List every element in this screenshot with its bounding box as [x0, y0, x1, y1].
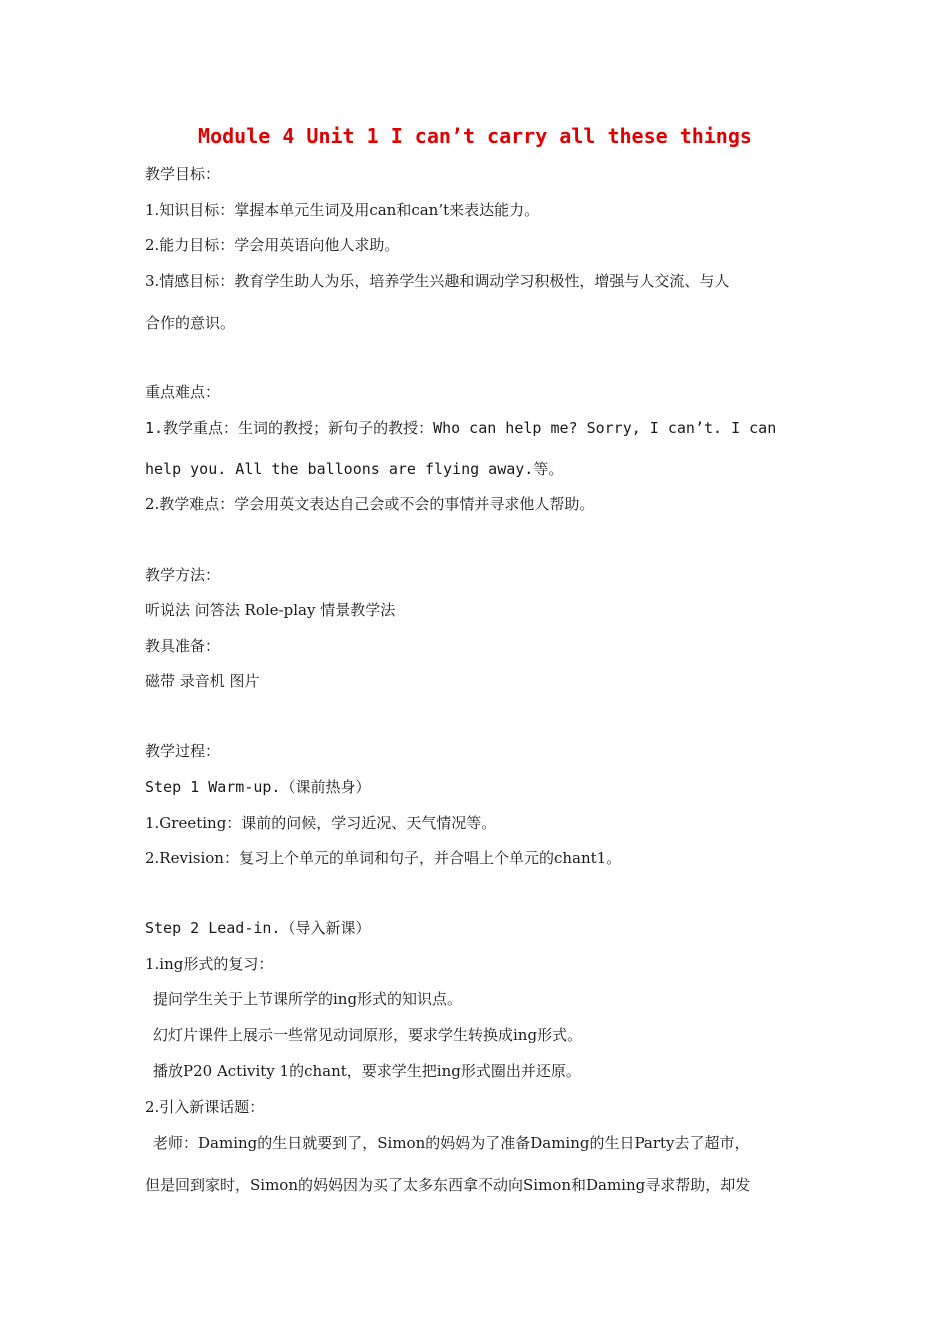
- step-2-ing-item-1: 提问学生关于上节课所学的ing形式的知识点。: [153, 990, 463, 1008]
- methods-list: 听说法 问答法 Role-play 情景教学法: [145, 601, 396, 619]
- step-2-teacher-text: 老师：Daming的生日就要到了，Simon的妈妈为了准备Daming的生日Party去了超市，: [153, 1134, 750, 1152]
- objective-ability: 2.能力目标：学会用英语向他人求助。: [145, 236, 400, 254]
- keypoint-difficulty: 2.教学难点：学会用英文表达自己会或不会的事情并寻求他人帮助。: [145, 495, 595, 513]
- step-2-ing-item-2: 幻灯片课件上展示一些常见动词原形，要求学生转换成ing形式。: [153, 1026, 583, 1044]
- step-1-heading: Step 1 Warm-up.（课前热身）: [145, 778, 371, 796]
- objective-knowledge: 1.知识目标：掌握本单元生词及用can和can’t来表达能力。: [145, 201, 540, 219]
- keypoint-focus-cont: help you. All the balloons are flying away.等。: [145, 460, 564, 478]
- objective-emotion-cont: 合作的意识。: [145, 314, 236, 332]
- section-heading-process: 教学过程：: [145, 742, 221, 760]
- section-heading-objectives: 教学目标：: [145, 165, 221, 183]
- section-heading-keypoints: 重点难点：: [145, 383, 221, 401]
- step-2-ing-item-3: 播放P20 Activity 1的chant，要求学生把ing形式圈出并还原。: [153, 1062, 581, 1080]
- materials-list: 磁带 录音机 图片: [145, 672, 260, 690]
- step-2-heading: Step 2 Lead-in.（导入新课）: [145, 919, 371, 937]
- keypoint-focus: 1.教学重点：生词的教授；新句子的教授：Who can help me? Sorry, I can’t. I can: [145, 419, 777, 437]
- document-title: Module 4 Unit 1 I can’t carry all these things: [198, 124, 752, 148]
- step-2-new-topic: 2.引入新课话题：: [145, 1098, 265, 1116]
- objective-emotion: 3.情感目标：教育学生助人为乐，培养学生兴趣和调动学习积极性，增强与人交流、与人: [145, 272, 730, 290]
- step-2-ing-review: 1.ing形式的复习：: [145, 955, 274, 973]
- step-2-teacher-text-cont: 但是回到家时，Simon的妈妈因为买了太多东西拿不动向Simon和Daming寻求帮助，却发: [145, 1176, 751, 1194]
- section-heading-methods: 教学方法：: [145, 566, 221, 584]
- step-1-revision: 2.Revision：复习上个单元的单词和句子，并合唱上个单元的chant1。: [145, 849, 622, 867]
- step-1-greeting: 1.Greeting：课前的问候，学习近况、天气情况等。: [145, 814, 497, 832]
- section-heading-materials: 教具准备：: [145, 637, 221, 655]
